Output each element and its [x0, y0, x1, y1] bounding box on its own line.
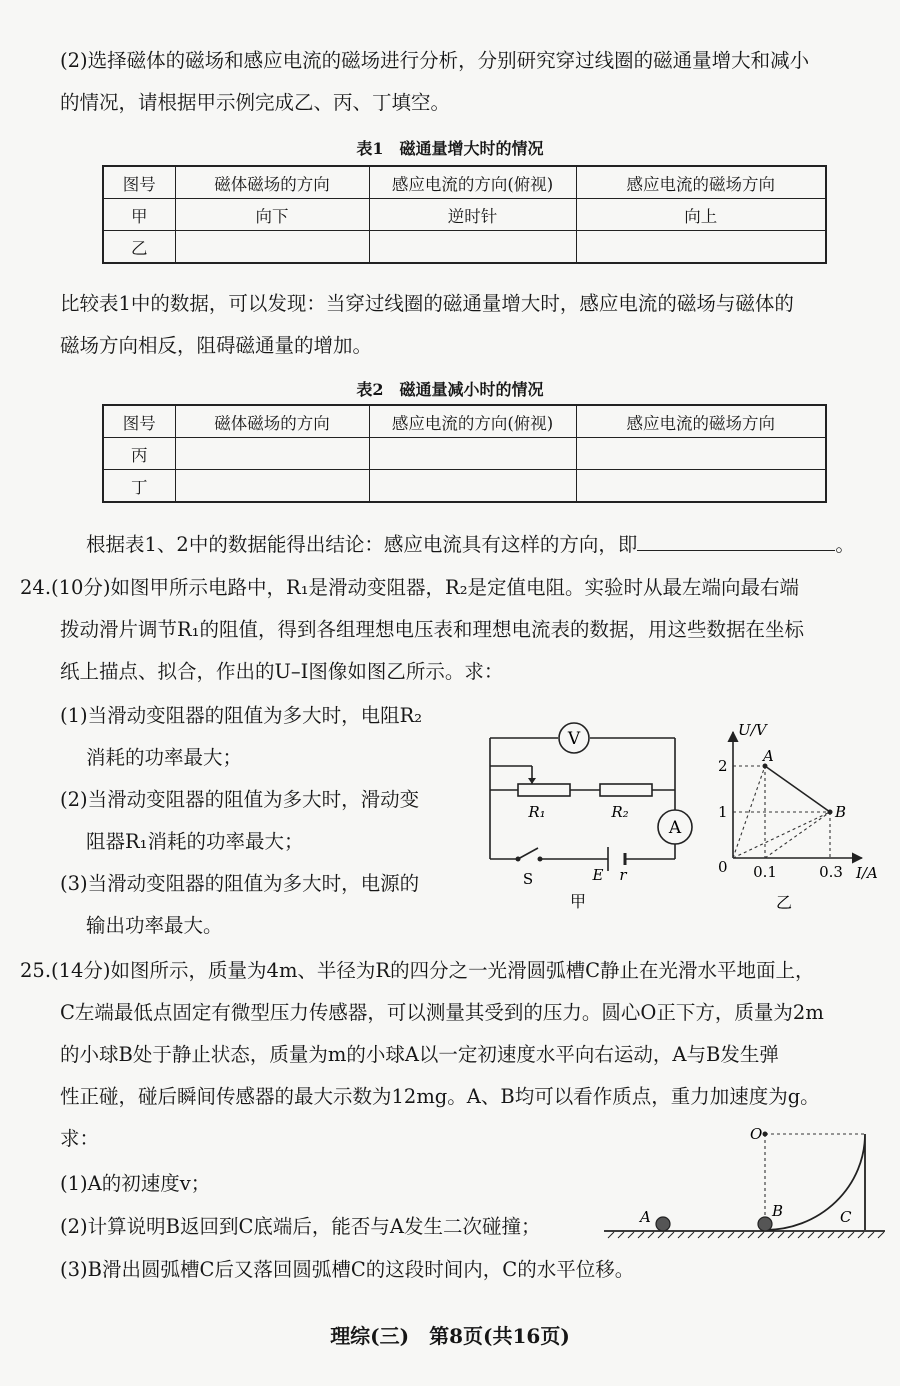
table-cell [175, 470, 369, 503]
point-a-label: A [763, 747, 774, 765]
table2-header-cell: 图号 [103, 405, 175, 438]
x-tick-label: 0.3 [819, 863, 843, 881]
ball-b [758, 1217, 772, 1231]
table-cell: 向下 [175, 199, 369, 231]
q24-sub1b: 消耗的功率最大； [86, 746, 243, 769]
q25-sub1: (1)A的初速度v； [60, 1172, 211, 1195]
guide-line [765, 812, 830, 858]
part2-line1: (2)选择磁体的磁场和感应电流的磁场进行分析，分别研究穿过线圈的磁通量增大和减小 [60, 49, 810, 72]
table-row [103, 231, 826, 264]
compare-line2: 磁场方向相反，阻碍磁通量的增加。 [60, 334, 373, 357]
label-b: B [772, 1202, 784, 1220]
q24-sub2b: 阻器R₁消耗的功率最大； [86, 830, 304, 853]
label-o: O [750, 1125, 763, 1143]
q25-line5: 求： [60, 1127, 100, 1150]
graph-caption: 乙 [775, 893, 793, 912]
switch-terminal [516, 857, 521, 862]
q25-sub3: (3)B滑出圆弧槽C后又落回圆弧槽C的这段时间内，C的水平位移。 [60, 1258, 635, 1281]
voltmeter-label: V [567, 729, 581, 749]
q24-line3: 纸上描点、拟合，作出的U–I图像如图乙所示。求： [60, 660, 504, 683]
table-cell [369, 231, 576, 264]
ammeter-label: A [668, 818, 682, 838]
x-axis-label: I/A [856, 864, 878, 882]
y-tick-label: 2 [718, 757, 728, 775]
table-cell [369, 438, 576, 470]
r2-label: R₂ [611, 803, 629, 821]
conclusion-line [86, 530, 855, 559]
x-tick-label: 0.1 [753, 863, 777, 881]
switch-terminal [538, 857, 543, 862]
q24-sub2a: (2)当滑动变阻器的阻值为多大时，滑动变 [60, 788, 420, 811]
table1 [102, 165, 827, 264]
answer-blank[interactable] [637, 530, 835, 551]
page-footer: 理综(三) 第8页(共16页) [330, 1324, 570, 1348]
label-c: C [840, 1208, 852, 1226]
q24-sub1a: (1)当滑动变阻器的阻值为多大时，电阻R₂ [60, 704, 423, 727]
q24-sub3a: (3)当滑动变阻器的阻值为多大时，电源的 [60, 872, 420, 895]
table-row [103, 199, 826, 231]
y-axis-label: U/V [738, 721, 767, 739]
circuit-diagram [480, 714, 710, 924]
q25-line2: C左端最低点固定有微型压力传感器，可以测量其受到的压力。圆心O正下方，质量为2m [60, 1001, 824, 1024]
q24-line1: 24.(10分)如图甲所示电路中，R₁是滑动变阻器，R₂是定值电阻。实验时从最左端向最右端 [20, 576, 800, 599]
slider-arrow [528, 778, 536, 784]
ab-line [765, 766, 830, 812]
point-b [828, 810, 833, 815]
q24-sub3b: 输出功率最大。 [86, 914, 223, 937]
table-cell [175, 231, 369, 264]
table2-header-row [103, 405, 826, 438]
q24-line2: 拨动滑片调节R₁的阻值，得到各组理想电压表和理想电流表的数据，用这些数据在坐标 [60, 618, 804, 641]
table-cell: 向上 [576, 199, 826, 231]
table1-header-cell: 感应电流的磁场方向 [576, 166, 826, 199]
table2-header-cell: 磁体磁场的方向 [175, 405, 369, 438]
table-cell: 乙 [103, 231, 175, 264]
table1-header-row [103, 166, 826, 199]
emf-label: E [592, 866, 604, 884]
table1-header-cell: 感应电流的方向(俯视) [369, 166, 576, 199]
circuit-caption: 甲 [569, 892, 587, 911]
ground-hatching [608, 1232, 884, 1238]
table-cell [175, 438, 369, 470]
part2-line2: 的情况，请根据甲示例完成乙、丙、丁填空。 [60, 91, 451, 114]
q25-sub2: (2)计算说明B返回到C底端后，能否与A发生二次碰撞； [60, 1215, 541, 1238]
table-cell: 逆时针 [369, 199, 576, 231]
conclusion-text: 根据表1、2中的数据能得出结论：感应电流具有这样的方向，即 [86, 533, 638, 556]
q25-line4: 性正碰，碰后瞬间传感器的最大示数为12mg。A、B均可以看作质点，重力加速度为g。 [60, 1085, 820, 1108]
table2-header-cell: 感应电流的方向(俯视) [369, 405, 576, 438]
table-cell: 丁 [103, 470, 175, 503]
ball-a [656, 1217, 670, 1231]
table-cell [369, 470, 576, 503]
table-cell: 丙 [103, 438, 175, 470]
table2-caption: 表2 磁通量减小时的情况 [356, 380, 544, 399]
table-cell [576, 470, 826, 503]
conclusion-end: 。 [835, 533, 855, 556]
table-row [103, 470, 826, 503]
table1-header-cell: 图号 [103, 166, 175, 199]
guide-line [733, 766, 765, 858]
ui-graph [714, 718, 884, 918]
table-cell [576, 231, 826, 264]
label-a: A [640, 1208, 651, 1226]
table-cell: 甲 [103, 199, 175, 231]
q25-line3: 的小球B处于静止状态，质量为m的小球A以一定初速度水平向右运动，A与B发生弹 [60, 1043, 779, 1066]
table1-caption: 表1 磁通量增大时的情况 [356, 139, 544, 158]
point-b-label: B [835, 803, 847, 821]
switch-label: S [522, 870, 534, 888]
table1-header-cell: 磁体磁场的方向 [175, 166, 369, 199]
table2 [102, 404, 827, 503]
internal-resistance-label: r [619, 866, 627, 884]
table-cell [576, 438, 826, 470]
table-row [103, 438, 826, 470]
guide-line [733, 812, 830, 858]
arc-groove-figure [600, 1120, 890, 1245]
q25-line1: 25.(14分)如图所示，质量为4m、半径为R的四分之一光滑圆弧槽C静止在光滑水平地面上， [20, 959, 815, 982]
origin-label: 0 [718, 858, 728, 876]
center-o [763, 1132, 768, 1137]
y-tick-label: 1 [718, 803, 728, 821]
table2-header-cell: 感应电流的磁场方向 [576, 405, 826, 438]
r1-label: R₁ [528, 803, 546, 821]
compare-line1: 比较表1中的数据，可以发现：当穿过线圈的磁通量增大时，感应电流的磁场与磁体的 [60, 292, 794, 315]
